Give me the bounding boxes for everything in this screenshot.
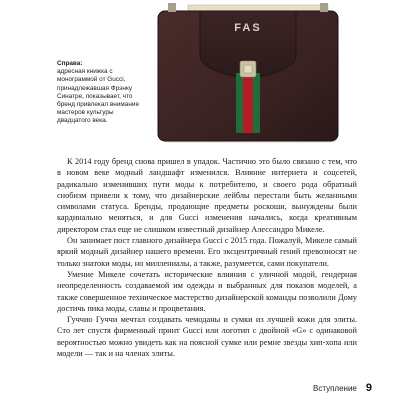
caption-title: Справа: (57, 60, 83, 67)
page-footer (313, 382, 372, 394)
paragraph: К 2014 году бренд снова пришел в упадок. Частично это было связано с тем, что в новом веке модный ландшафт изменился. Влияние интернета и соцсетей, радикально изменивших пути моды к потребителю, и своего рода обратный снобизм привели к тому, что дизайнерские лейблы перестали быть желанными символами статуса. Бренды, продающие предметы роскоши, вынуждены были кардинально меняться, и для Gucci изменения начались, когда креативным директором стал еще не слишком известный дизайнер Алессандро Микеле. (57, 157, 357, 234)
monogram-text: FAS (234, 22, 262, 34)
web-stripe-green-right (253, 73, 260, 133)
photo-caption (57, 60, 143, 126)
paragraph: Он занимает пост главного дизайнера Gucci с 2015 года. Пожалуй, Микеле самый яркий модный дизайнер нашего времени. Его эксцентричный гений превозносят не только знатоки моды, но миллениалы, а также, разумеется, сами покупатели. (57, 236, 357, 268)
web-stripe-green-left (236, 73, 243, 133)
page-number: 9 (365, 382, 372, 394)
body-text (57, 156, 357, 359)
caption-body: адресная книжка с монограммой от Gucci, принадлежавшая Фрэнку Синатре, показывает, что бренд привлекал внимание мастеров культуры двадцатого века. (57, 68, 140, 125)
paragraph: Умение Микеле сочетать исторические влияния с уличной модой, гендерная неопределенность создаваемой им одежды и выбранных для показов моделей, а также совершенное техническое мастерство дизайнерской команды позволили Дому достичь пика моды, славы и процветания. (57, 269, 357, 313)
web-stripe-red (243, 73, 253, 133)
address-book-photo (148, 3, 348, 148)
paragraph: Гуччио Гуччи мечтал создавать чемоданы и сумки из лучшей кожи для элиты. Сто лет спустя фирменный принт Gucci или логотип с двойной «G» с одинаковой вероятностью можно увидеть как на поясной сумке или ремне звезды хип-хопа или модели — так и на членах элиты. (57, 315, 357, 359)
section-name: Вступление (313, 383, 357, 393)
